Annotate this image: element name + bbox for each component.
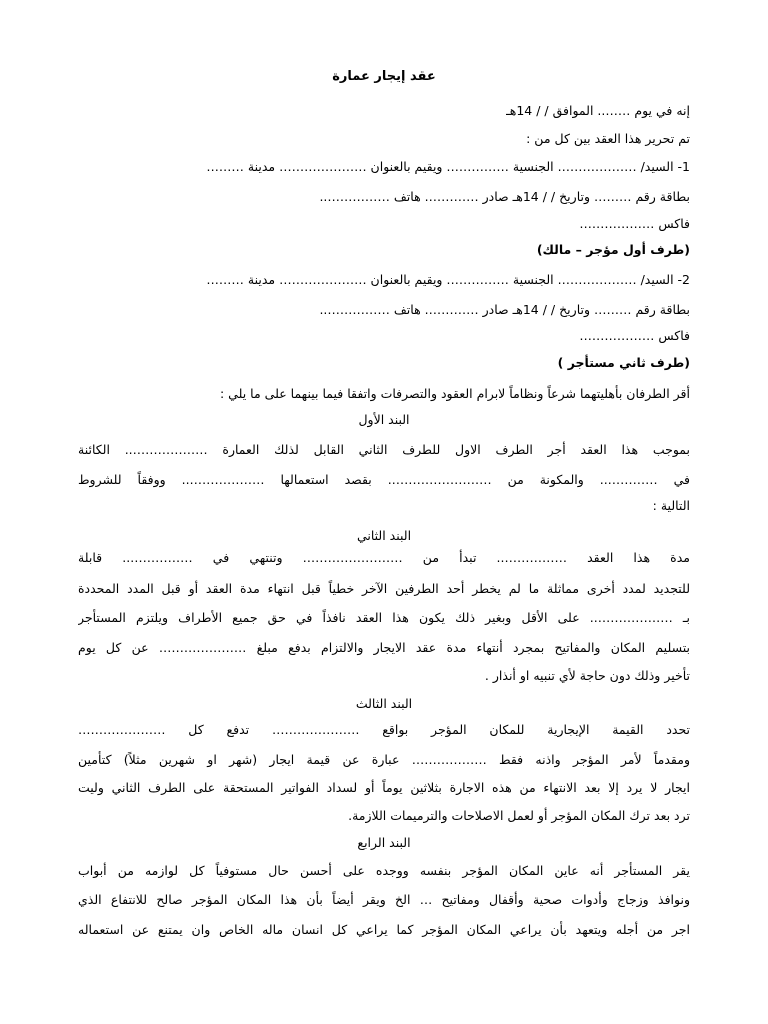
clause4-line: اجر من أجله ويتعهد بأن يراعي المكان المؤجر كما يراعي كل انسان ماله الخاص وان يمتنع عن استعماله [78,922,690,937]
clause2-line: مدة هذا العقد …………….. تبدأ من …………………… وتنتهي في …………….. قابلة [78,550,690,565]
clause2-heading: البند الثاني [356,528,412,543]
clause3-line: ترد بعد ترك المكان المؤجر أو لعمل الاصلاحات والترميمات اللازمة. [348,808,690,823]
clause3-heading: البند الثالث [355,696,413,711]
clause3-line: ومقدماً لأمر المؤجر واذنه فقط ……………… عبارة عن قيمة ايجار (شهر او شهرين مثلاً) كتأمين [78,752,690,767]
clause1-line: التالية : [652,498,690,513]
party2-role: (طرف ثاني مستأجر ) [557,355,690,370]
intro-line: تم تحرير هذا العقد بين كل من : [526,131,690,146]
party1-line1: 1- السيد/ ………………. الجنسية …………… ويقيم بالعنوان ………………… مدينة ……… [206,159,690,174]
party2-line1: 2- السيد/ ………………. الجنسية …………… ويقيم بالعنوان ………………… مدينة ……… [206,272,690,287]
agreement-line: أقر الطرفان بأهليتهما شرعاً ونظاماً لابرام العقود والتصرفات واتفقا فيما بينهما على ما يلي : [219,386,690,401]
clause2-line: بتسليم المكان والمفاتيح بمجرد أنتهاء مدة عقد الايجار والالتزام بدفع مبلغ ………………… عن كل يوم [78,640,690,655]
document-title: عقد إيجار عمارة [332,69,436,84]
party2-line3: فاكس ……………… [579,328,690,343]
clause2-line: بـ ……………….. على الأقل وبغير ذلك يكون هذا العقد نافذاً في حق جميع الأطراف ويلتزم المستأجر [78,610,690,625]
clause4-line: يقر المستأجر أنه عاين المكان المؤجر بنفسه ووجده على أحسن حال مستوفياً كل لوازمه من أبواب [78,863,690,878]
date-line: إنه في يوم …….. الموافق / / 14هـ [506,103,690,118]
party1-line3: فاكس ……………… [579,216,690,231]
clause3-line: ايجار لا يرد إلا بعد الانتهاء من هذه الاجارة بثلاثين يوماً أو لسداد الفواتير المستحقة على الطرف الثاني وليت [78,780,690,795]
party2-line2: بطاقة رقم ……… وتاريخ / / 14هـ صادر …………. هاتف …………….. [319,302,690,317]
party1-role: (طرف أول مؤجر – مالك) [536,242,690,257]
clause1-line: بموجب هذا العقد أجر الطرف الاول للطرف الثاني القابل لذلك العمارة ……………….. الكائنة [78,442,690,457]
clause4-heading: البند الرابع [357,835,411,850]
clause4-line: ونوافذ وزجاج وأدوات صحية وأقفال ومفاتيح … الخ ويقر أيضاً بأن هذا المكان المؤجر صالح للانتفاع الذي [78,892,690,907]
clause1-heading: البند الأول [358,412,410,427]
party1-line2: بطاقة رقم ……… وتاريخ / / 14هـ صادر …………. هاتف …………….. [319,189,690,204]
clause2-line: تأخير وذلك دون حاجة لأي تنبيه او أنذار . [484,668,690,683]
clause3-line: تحدد القيمة الإيجارية للمكان المؤجر بواقع ………………… تدفع كل ………………… [78,722,690,737]
clause2-line: للتجديد لمدد أخرى مماثلة ما لم يخطر أحد الطرفين الآخر خطياً قبل انتهاء مدة العقد أو قبل المدد المحددة [78,581,690,596]
clause1-line: في ………….. والمكونة من ……………………. بقصد استعمالها ……………….. ووفقاً للشروط [78,472,690,487]
